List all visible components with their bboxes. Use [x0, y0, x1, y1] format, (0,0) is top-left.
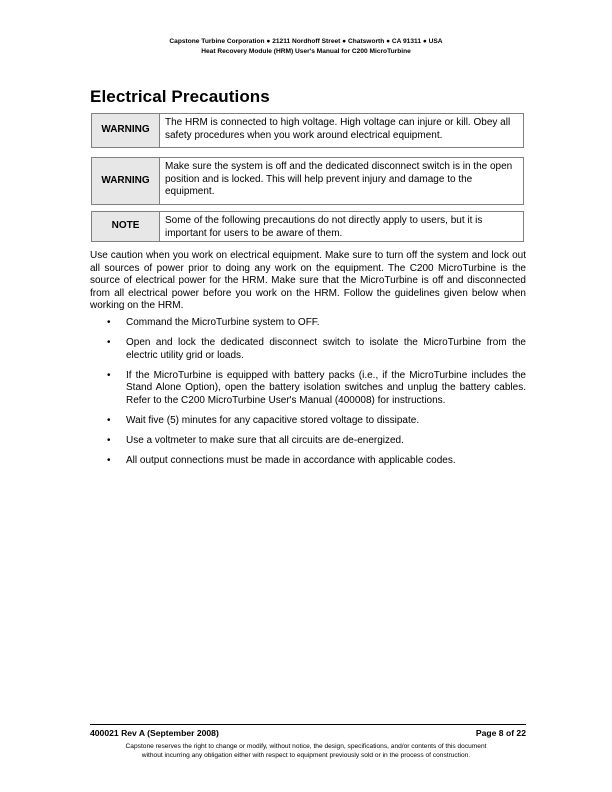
footer-document-id: 400021 Rev A (September 2008) [90, 728, 219, 738]
list-item-text: Wait five (5) minutes for any capacitive stored voltage to dissipate. [126, 414, 420, 426]
bullet-icon: • [107, 317, 111, 328]
section-title: Electrical Precautions [90, 87, 270, 106]
list-item-text: Open and lock the dedicated disconnect switch to isolate the MicroTurbine from the electric utility grid or loads. [126, 336, 526, 361]
callout-label: NOTE [92, 212, 160, 241]
list-item [90, 317, 526, 330]
list-item-text: Use a voltmeter to make sure that all circuits are de-energized. [126, 434, 404, 446]
disclaimer-line: without incurring any obligation either with respect to equipment previously sold or in the process of construction. [141, 752, 471, 759]
list-item [90, 370, 526, 408]
list-item [90, 455, 526, 468]
bullet-icon: • [107, 454, 111, 466]
page-header [0, 37, 612, 56]
note-callout [91, 211, 524, 242]
bullet-icon: • [107, 414, 111, 426]
footer-page-number: Page 8 of 22 [475, 728, 526, 738]
footer-disclaimer [0, 742, 612, 760]
list-item-text: If the MicroTurbine is equipped with battery packs (i.e., if the MicroTurbine includes the Stand Alone Option), open the battery isolation switches and unplug the battery cables. Refer to the C200 MicroTurbine User's Manual (400008) for instructions. [126, 369, 526, 406]
bullet-icon: • [107, 434, 111, 446]
warning-callout-disconnect [91, 157, 524, 205]
callout-label: WARNING [92, 158, 160, 204]
list-item [90, 435, 526, 448]
list-item [90, 337, 526, 362]
header-manual-title: Heat Recovery Module (HRM) User's Manual for C200 MicroTurbine [201, 47, 411, 55]
callout-text: Some of the following precautions do not directly apply to users, but it is important for users to be aware of them. [165, 215, 483, 239]
list-item-text: Command the MicroTurbine system to OFF. [126, 317, 320, 328]
callout-text: Make sure the system is off and the dedicated disconnect switch is in the open position and is locked. This will help prevent injury and damage to the equipment. [165, 161, 513, 198]
disclaimer-line: Capstone reserves the right to change or modify, without notice, the design, specifications, and/or contents of this document [125, 743, 487, 750]
precaution-list [90, 317, 526, 475]
warning-callout-high-voltage [91, 113, 524, 148]
callout-label: WARNING [92, 114, 160, 147]
list-item [90, 415, 526, 428]
footer-divider [90, 724, 526, 725]
bullet-icon: • [107, 369, 111, 381]
list-item-text: All output connections must be made in accordance with applicable codes. [126, 454, 456, 466]
callout-text: The HRM is connected to high voltage. High voltage can injure or kill. Obey all safety procedures when you work around electrical equipment. [165, 117, 511, 141]
intro-paragraph: Use caution when you work on electrical equipment. Make sure to turn off the system and lock out all sources of power prior to doing any work on the equipment. The C200 MicroTurbine is the source of electrical power for the HRM. Make sure that the MicroTurbine is off and disconnected from all electrical power before you work on the HRM. Follow the guidelines given below when working on the HRM. [90, 250, 526, 312]
bullet-icon: • [107, 336, 111, 348]
header-company-line: Capstone Turbine Corporation ● 21211 Nordhoff Street ● Chatsworth ● CA 91311 ● USA [169, 38, 443, 45]
